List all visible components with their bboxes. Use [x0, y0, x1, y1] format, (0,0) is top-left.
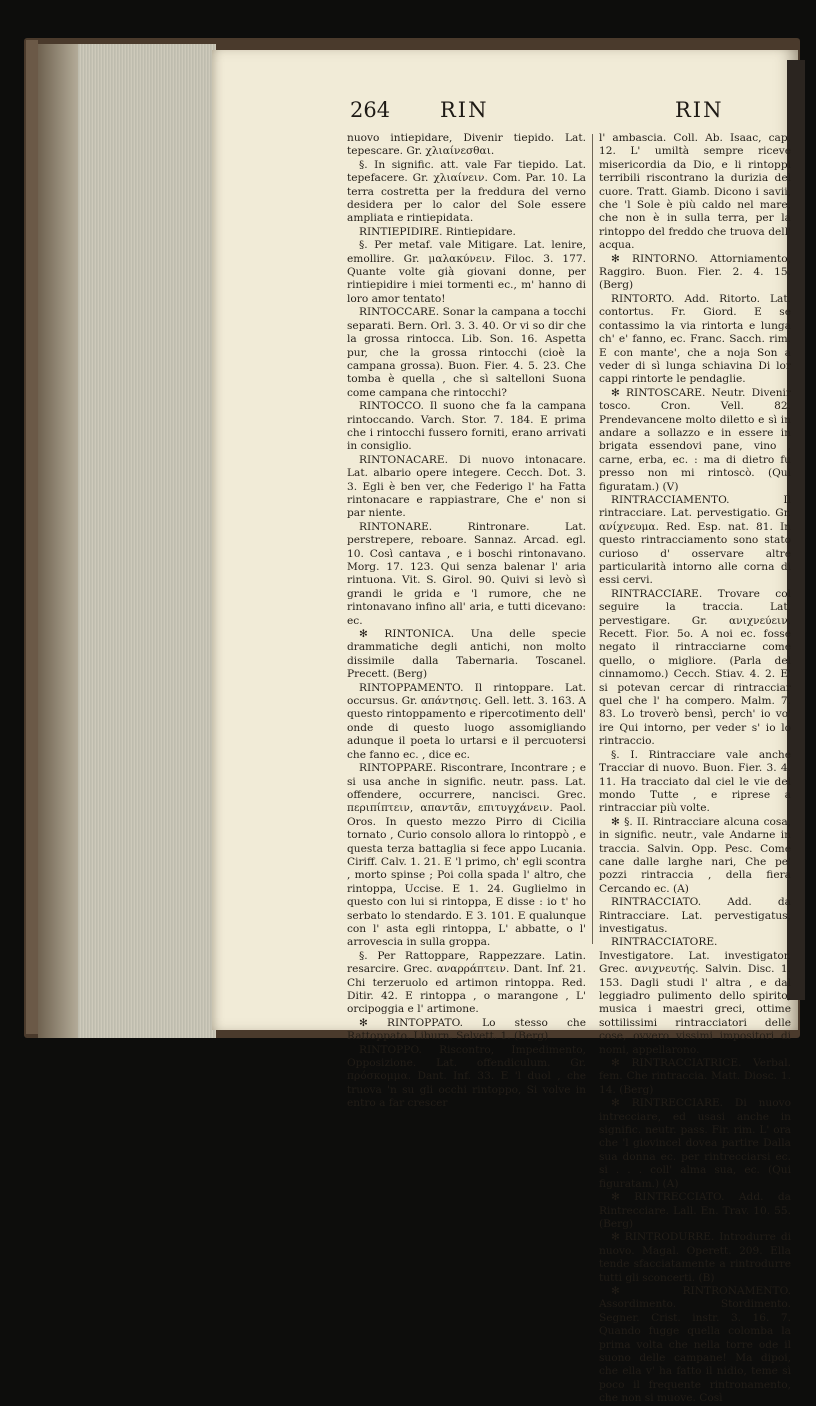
entry-paragraph: RINTRACCIARE. Trovare col seguire la traccia. Lat. pervestigare. Gr. ανιχνεύειν. Recett. Fior. 5o. A noi ec. fosse negato il rintracciarne come quello, o migliore. (Parla del cinnamomo.) Cecch. Stiav. 4. 2. E' si potevan cercar di rintracciar quel che l' ha compero. Malm. 7. 83. Lo troverò bensì, perch' io vo' ire Qui intorno, per veder s' io lo rintraccio. — [599, 587, 791, 748]
running-header — [350, 98, 740, 130]
page-number: 264 — [350, 98, 391, 122]
entry-paragraph: RINTOPPARE. Riscontrare, Incontrare ; e si usa anche in signific. neutr. pass. Lat. offendere, occurrere, nancisci. Grec. περιπίπτειν, απαντᾶν, επιτυγχάνειν. Paol. Oros. In questo mezzo Pirro di Cicilia tornato , Curio consolo allora lo rintoppò , e questa terza battaglia si fece appo Lucania. Ciriff. Calv. 1. 21. E 'l primo, ch' egli scontra , morto spinse ; Poi colla spada l' altro, che rintoppa, Uccise. E 1. 24. Guglielmo in questo con lui si rintoppa, E disse : io t' ho serbato lo stendardo. E 3. 101. E qualunque con l' asta egli rintoppa, L' abbatte, o l' arrovescia in sulla groppa. — [347, 762, 586, 949]
entry-paragraph: ✻ §. II. Rintracciare alcuna cosa, in signific. neutr., vale Andarne in traccia. Salvin. Opp. Pesc. Come cane dalle larghe nari, Che pe' pozzi rintraccia , della fiera Cercando ec. (A) — [599, 815, 791, 895]
entry-paragraph: RINTIEPIDIRE. Rintiepidare. — [359, 225, 516, 238]
entry-paragraph: ✻ RINTORNO. Attorniamento, Raggiro. Buon. Fier. 2. 4. 15. (Berg) — [599, 252, 791, 292]
entry-paragraph: ✻ RINTOSCARE. Neutr. Divenir tosco. Cron. Vell. 82. Prendevancene molto diletto e sì in andare a sollazzo e in essere in brigata essendovi pane, vino , carne, erba, ec. : ma di dietro fu presso non mi rintoscò. (Qui figuratam.) (V) — [599, 386, 791, 493]
entry-paragraph: §. In signific. att. vale Far tiepido. Lat. tepefacere. Gr. χλιαίνειν. Com. Par. 10. La terra costretta per la freddura del verno desidera per lo calor del Sole essere ampliata e rintiepidata. — [347, 158, 586, 225]
page-edges-shadow — [38, 44, 78, 1038]
entry-paragraph: §. Per metaf. vale Mitigare. Lat. lenire, emollire. Gr. μαλακύνειν. Filoc. 3. 177. Quante volte già giovani donne, per rintiepidire i miei tormenti ec., m' hanno di loro amor tentato! — [347, 239, 586, 305]
entry-paragraph: RINTRACCIATORE. Investigatore. Lat. investigator. Grec. ανιχνευτής. Salvin. Disc. 1. 153. Dagli studi l' altra , e dal leggiadro pulimento dello spirito, musica i maestri greci, ottime sottilissimi rintracciatori delle cose, ovvero vissimi impositori di nomi, appellarono. — [599, 936, 791, 1056]
entry-paragraph: RINTONARE. Rintronare. Lat. perstrepere, reboare. Sannaz. Arcad. egl. 10. Così cantava , e i boschi rintonavano. Morg. 17. 123. Qui senza balenar l' aria rintuona. Vit. S. Girol. 90. Quivi si levò sì grandi le grida e 'l rumore, che ne rintonavano infino all' aria, e tutti dicevano: ec. — [347, 520, 586, 627]
entry-paragraph: ✻ RINTRECCIARE. Di nuovo intrecciare, ed usasi anche in signific. neutr. pass. Fir. rim. L' ora che 'l giovincel dovea partire Dalla sua donna ec. per rintrecciarsi ec. si . . . coll' alma sua, ec. (Qui figuratam.) (A) — [599, 1097, 791, 1190]
right-column — [599, 132, 791, 1405]
entry-paragraph: §. I. Rintracciare vale anche Tracciar di nuovo. Buon. Fier. 3. 4. 11. Ha tracciato dal ciel le vie del mondo Tutte , e riprese a rintracciar più volte. — [599, 748, 791, 815]
entry-paragraph: RINTRACCIAMENTO. Il rintracciare. Lat. pervestigatio. Gr. ανίχνευμα. Red. Esp. nat. 81. In questo rintracciamento sono stato curioso d' osservare altre particularità intorno alle corna di essi cervi. — [599, 493, 791, 587]
entry-paragraph: ✻ RINTRODURRE. Introdurre di nuovo. Magal. Operett. 209. Ella tende sfacciatamente a rintrodurre tutti gli sconcerti. (B) — [599, 1231, 791, 1284]
entry-paragraph: §. Per Rattoppare, Rappezzare. Latin. resarcire. Grec. αναρράπτειν. Dant. Inf. 21. Chi terzeruolo ed artimon rintoppa. Red. Ditir. 42. E rintoppa , o marangone , L' orcipoggia e l' artimone. — [347, 949, 586, 1016]
entry-paragraph: RINTOPPO. Riscontro, Impedimento, Opposizione. Lat. offendiculum. Gr. πρόσκομμα. Dant. Inf. 33. E 'l duol , che truova 'n su gli occhi rintoppo, Si volve in entro a far crescer — [347, 1043, 586, 1110]
entry-paragraph: RINTOCCO. Il suono che fa la campana rintoccando. Varch. Stor. 7. 184. E prima che i rintocchi fussero forniti, erano arrivati in consiglio. — [347, 400, 586, 453]
running-head-right: RIN — [675, 98, 724, 122]
entry-paragraph: ✻ RINTRECCIATO. Add. da Rintrecciare. Lall. En. Trav. 10. 55. (Berg) — [599, 1191, 791, 1230]
entry-paragraph: ✻ RINTRACCIATRICE. Verbal. fem. Che rintraccia. Matt. Diosc. 1. 14. (Berg) — [599, 1057, 791, 1096]
entry-paragraph: ✻ RINTOPPATO. Lo stesso che Rattoppato. Liburn. Selvett. 1. (Berg) — [347, 1016, 586, 1043]
entry-paragraph: RINTRACCIATO. Add. da Rintracciare. Lat. pervestigatus, investigatus. — [599, 896, 791, 935]
entry-paragraph: RINTONACARE. Di nuovo intonacare. Lat. albario opere integere. Cecch. Dot. 3. 3. Egli è ben ver, che Federigo l' ha Fatta rintonacare e rappiastrare, Che e' non si par niente. — [347, 453, 586, 520]
left-column — [347, 132, 586, 1111]
entry-paragraph: nuovo intiepidare, Divenir tiepido. Lat. tepescare. Gr. χλιαίνεσθαι. — [347, 132, 586, 158]
column-divider — [592, 134, 593, 944]
running-head-left: RIN — [440, 98, 489, 122]
entry-paragraph: RINTORTO. Add. Ritorto. Lat. contortus. Fr. Giord. E se contassimo la via rintorta e lunga ch' e' fanno, ec. Franc. Sacch. rim. E con mante', che a noja Son a veder di sì lunga schiavina Di lor cappi rintorte le pendaglie. — [599, 292, 791, 386]
entry-paragraph: RINTOCCARE. Sonar la campana a tocchi separati. Bern. Orl. 3. 3. 40. Or vi so dir che la grossa rintocca. Lib. Son. 16. Aspetta pur, che la grossa rintocchi (cioè la campana grossa). Buon. Fier. 4. 5. 23. Che tomba è quella , che sì saltelloni Suona come campana che rintocchi? — [347, 306, 586, 399]
entry-paragraph: RINTOPPAMENTO. Il rintoppare. Lat. occursus. Gr. απάντησις. Gell. lett. 3. 163. A questo rintoppamento e ripercotimento dell' onde di questo luogo assomigliando adunque il poeta lo urtarsi e il percuotersi che fanno ec. , dice ec. — [347, 681, 586, 761]
entry-paragraph: l' ambascia. Coll. Ab. Isaac, cap. 12. L' umiltà sempre riceve misericordia da Dio, e li rintoppi terribili riscontrano la durizia del cuore. Tratt. Giamb. Dicono i savii, che 'l Sole è più caldo nel mare, che non è in sulla terra, per la rintoppo del freddo che truova dell' acqua. — [599, 132, 791, 252]
entry-paragraph: ✻ RINTRONAMENTO. Assordimento. Stordimento. Segner. Crist. instr. 3. 16. 7. Quando fugge quella colomba la prima volta che nella torre ode il suono delle campane! Ma dipoi, che ella v' ha fatto il nidio, teme sì poco il frequente rintronamento, che non si muove. Così — [599, 1284, 791, 1405]
entry-paragraph: ✻ RINTONICA. Una delle specie drammatiche degli antichi, non molto dissimile dalla Tabernaria. Toscanel. Precett. (Berg) — [347, 628, 586, 681]
cover-spine-edge — [26, 40, 38, 1034]
